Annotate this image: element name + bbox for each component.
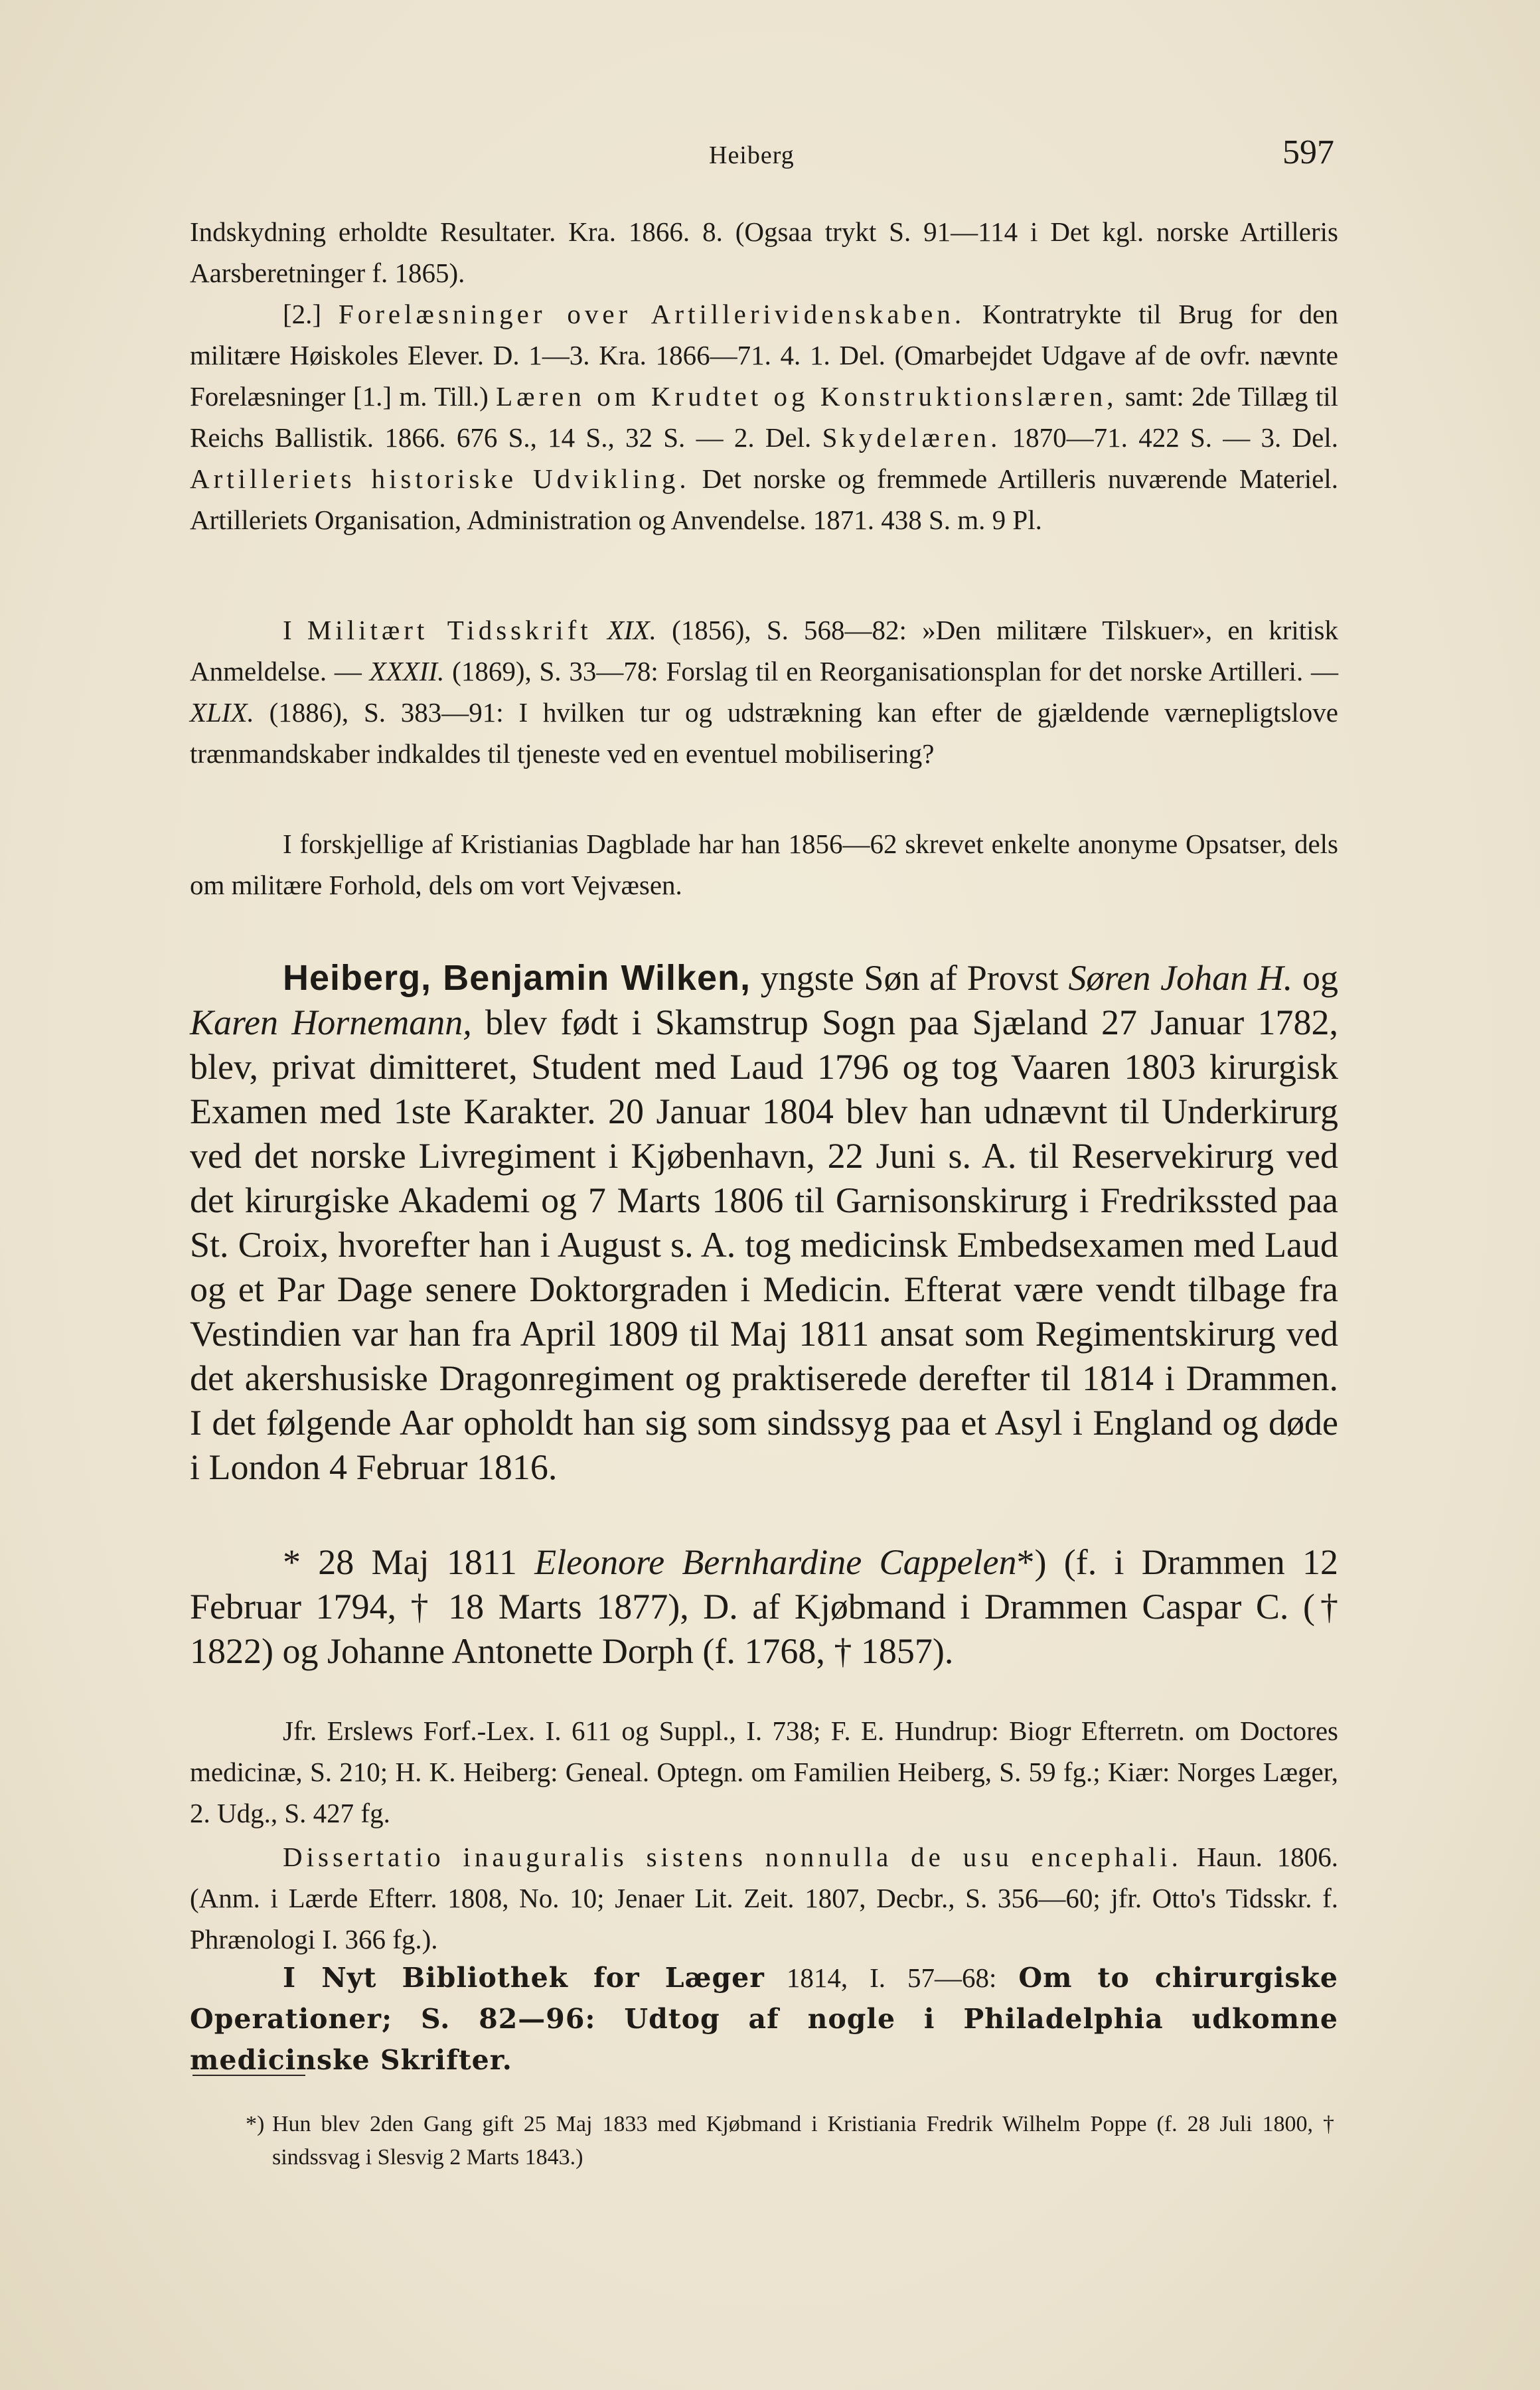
running-head: Heiberg [709,141,795,169]
sources-paragraph: Jfr. Erslews Forf.-Lex. I. 611 og Suppl., I. 738; F. E. Hundrup: Biogr Efterretn. om Doctores medicinæ, S. 210; H. K. Heiberg: Geneal. Optegn. om Familien Heiberg, S. 59 fg.; Kiær: Norges Læger, 2. Udg., S. 427 fg. [190,1715,1338,1828]
spaced-title: Dissertatio inauguralis sistens nonnulla de usu encephali. [283,1842,1182,1872]
paragraph-indskydning [190,211,1338,293]
mother-name: Karen Hornemann, [190,1002,472,1042]
spaced-title: Skydelæren. [822,422,1002,453]
footnote-text: Hun blev 2den Gang gift 25 Maj 1833 med Kjøbmand i Kristiania Fredrik Wilhelm Poppe (f. 28 Juli 1800, † sindssvag i Slesvig 2 Marts 1843.) [272,2112,1334,2170]
fraktur-title: I Nyt Bibliothek for Læger [283,1962,765,1994]
paragraph-tidsskrift: I Militært Tidsskrift XIX. (1856), S. 568—82: »Den militære Tilskuer», en kritisk Anmeldelse. — XXXII. (1869), S. 33—78: Forslag til en Reorganisationsplan for det norske Artilleri. — XLIX. (1886), S. 383—91: I hvilken tur og udstrækning kan efter de gjældende værnepligtslove trænmandskaber indkaldes til tjeneste ved en eventuel mobilisering? [190,615,1338,769]
footnote [272,2108,1334,2174]
page-number: 597 [1282,133,1334,171]
spaced-title: Militært Tidsskrift [307,615,592,645]
fraktur-paragraph: I Nyt Bibliothek for Læger 1814, I. 57—68: Om to chirurgiske Operationer; S. 82—96: Udtog af nogle i Philadelphia udkomne medicinske Skrifter. [190,1962,1339,2076]
spaced-title: Læren om Krudtet og Konstruktionslæren, [496,381,1118,412]
spaced-title: Forelæsninger over Artillerividenskaben. [338,299,966,329]
father-name: Søren Johan H. [1068,958,1293,998]
entry-headword: Heiberg, Benjamin Wilken, [283,958,751,998]
wife-name: Eleonore Bernhardine Cappelen [534,1542,1017,1582]
entry-heiberg-benjamin: Heiberg, Benjamin Wilken, yngste Søn af Provst Søren Johan H. og Karen Hornemann, blev født i Skamstrup Sogn paa Sjæland 27 Januar 1782, blev, privat dimitteret, Student med Laud 1796 og tog Vaaren 1803 kirurgisk Examen med 1ste Karakter. 20 Januar 1804 blev han udnævnt til Underkirurg ved det norske Livregiment i Kjøbenhavn, 22 Juni s. A. til Reservekirurg ved det kirurgiske Akademi og 7 Marts 1806 til Garnisonskirurg i Fredrikssted paa St. Croix, hvorefter han i August s. A. tog medicinsk Embedsexamen med Laud og et Par Dage senere Doktorgraden i Medicin. Efterat være vendt tilbage fra Vestindien var han fra April 1809 til Maj 1811 ansat som Regimentskirurg ved det akershusiske Dragonregiment og praktiserede derefter til 1814 i Drammen. I det følgende Aar opholdt han sig som sindssyg paa et Asyl i England og døde i London 4 Februar 1816. [190,958,1338,1487]
paragraph-forelaesninger: [2.] Forelæsninger over Artillerividenskaben. Kontratrykte til Brug for den militære Høiskoles Elever. D. 1—3. Kra. 1866—71. 4. 1. Del. (Omarbejdet Udgave af de ovfr. nævnte Forelæsninger [1.] m. Till.) Læren om Krudtet og Konstruktionslæren, samt: 2de Tillæg til Reichs Ballistik. 1866. 676 S., 14 S., 32 S. — 2. Del. Skydelæren. 1870—71. 422 S. — 3. Del. Artilleriets historiske Udvikling. Det norske og fremmede Artilleris nuværende Materiel. Artilleriets Organisation, Administration og Anvendelse. 1871. 438 S. m. 9 Pl. [190,299,1339,535]
footnote-rule [193,2075,305,2076]
fraktur-text: Om to chirurgiske Operationer; S. 82—96: Udtog af nogle i Philadelphia udkomne medicinske Skrifter. [190,1962,1339,2076]
paragraph-text: Indskydning erholdte Resultater. Kra. 1866. 8. (Ogsaa trykt S. 91—114 i Det kgl. norske Artilleris Aarsberetninger f. 1865). [190,216,1338,288]
footnote-mark: *) [246,2112,265,2136]
paragraph-marriage: * 28 Maj 1811 Eleonore Bernhardine Cappelen*) (f. i Drammen 12 Februar 1794, † 18 Marts 1877), D. af Kjøbmand i Drammen Caspar C. († 1822) og Johanne Antonette Dorph (f. 1768, † 1857). [190,1542,1339,1671]
dissertation-paragraph: Dissertatio inauguralis sistens nonnulla de usu encephali. Haun. 1806. (Anm. i Lærde Efterr. 1808, No. 10; Jenaer Lit. Zeit. 1807, Decbr., S. 356—60; jfr. Otto's Tidsskr. f. Phrænologi I. 366 fg.). [190,1842,1338,1954]
page-header [0,133,1540,173]
spaced-title: Artilleriets historiske Udvikling. [190,463,690,494]
paragraph-dagblade: I forskjellige af Kristianias Dagblade har han 1856—62 skrevet enkelte anonyme Opsatser, dels om militære Forhold, dels om vort Vejvæsen. [190,829,1338,900]
